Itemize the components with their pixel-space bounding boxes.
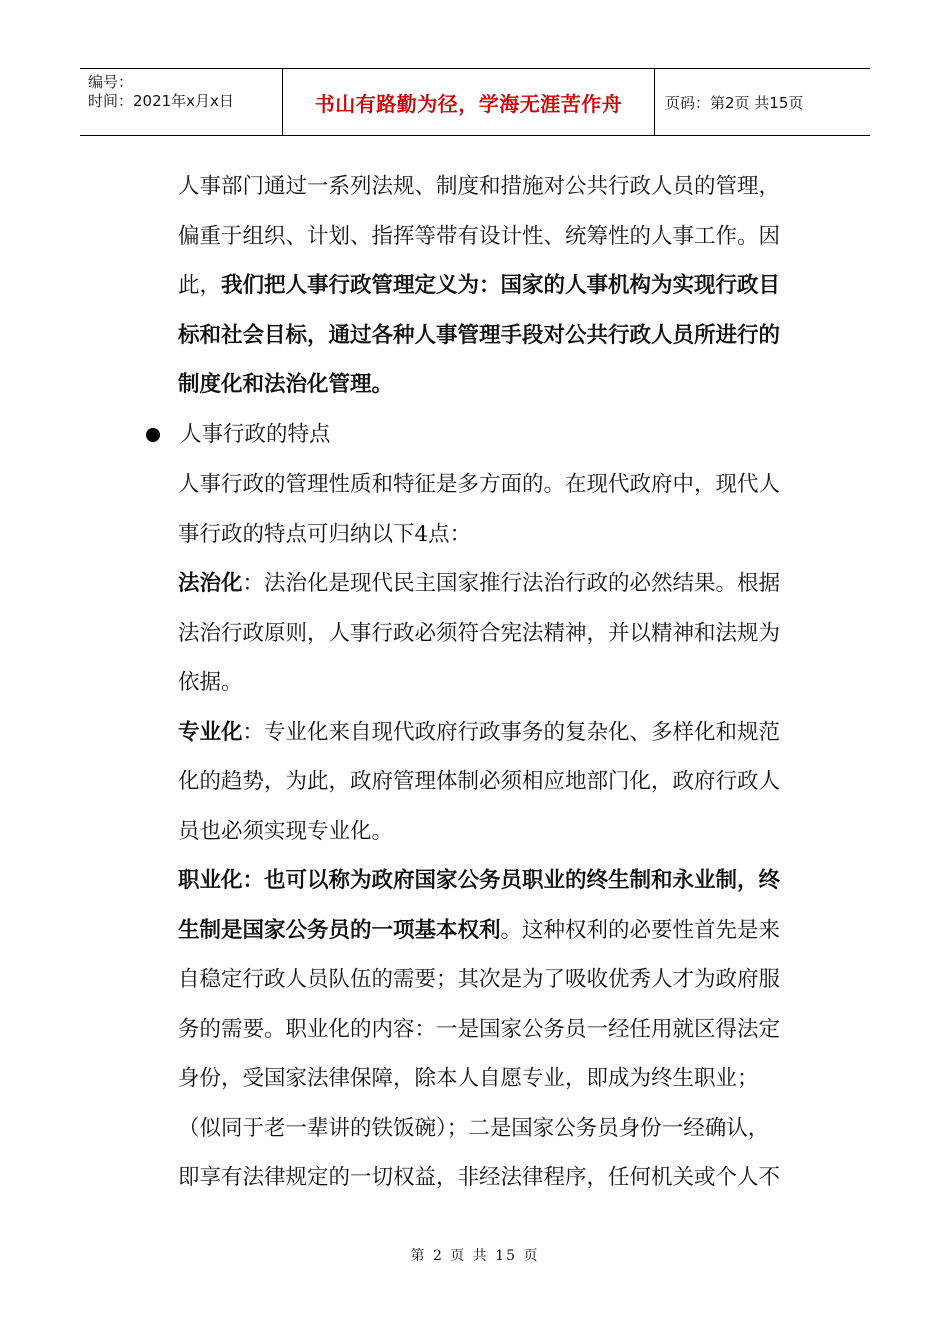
feature-term: 法治化 xyxy=(178,571,243,596)
paragraph-line: 务的需要。职业化的内容：一是国家公务员一经任用就区得法定 xyxy=(178,1016,781,1042)
definition-paragraph xyxy=(178,162,808,410)
bullet-icon xyxy=(146,428,160,442)
feature-text: ：法治化是现代民主国家推行法治行政的必然结果。根据 xyxy=(242,571,781,596)
header-motto-cell xyxy=(283,69,655,135)
section-heading: 人事行政的特点 xyxy=(180,422,331,447)
page-footer: 第 2 页 共 15 页 xyxy=(410,1248,540,1264)
paragraph-text: 此， xyxy=(178,273,222,298)
feature-career-emphasis: 职业化：也可以称为政府国家公务员职业的终生制和永业制，终 xyxy=(178,868,781,893)
header-meta-cell xyxy=(80,69,283,135)
paragraph-line: 化的趋势，为此，政府管理体制必须相应地部门化，政府行政人 xyxy=(178,769,781,794)
paragraph-line: （似同于老一辈讲的铁饭碗）；二是国家公务员身份一经确认， xyxy=(178,1115,770,1141)
page-header xyxy=(80,68,870,136)
definition-emphasis: 标和社会目标，通过各种人事管理手段对公共行政人员所进行的 xyxy=(178,322,781,348)
header-page-info: 页码：第2页 共15页 xyxy=(665,93,804,112)
feature-term: 专业化 xyxy=(178,719,243,745)
paragraph-line: 法治行政原则，人事行政必须符合宪法精神，并以精神和法规为 xyxy=(178,620,781,646)
paragraph-line: 人事部门通过一系列法规、制度和措施对公共行政人员的管理， xyxy=(178,174,781,199)
document-date-label: 时间：2021年x月x日 xyxy=(88,92,234,110)
paragraph-line xyxy=(178,261,808,311)
feature-career-emphasis: 生制是国家公务员的一项基本权利 xyxy=(178,917,501,943)
document-number-label: 编号： xyxy=(88,73,134,91)
paragraph-line: 事行政的特点可归纳以下4点： xyxy=(178,521,472,547)
paragraph-line: 人事行政的管理性质和特征是多方面的。在现代政府中，现代人 xyxy=(178,472,781,497)
feature-law-line xyxy=(178,559,808,609)
paragraph-line: 偏重于组织、计划、指挥等带有设计性、统筹性的人事工作。因 xyxy=(178,223,781,249)
paragraph-line: 依据。 xyxy=(178,670,243,695)
features-body xyxy=(178,460,808,1203)
feature-text: 。这种权利的必要性首先是来 xyxy=(500,917,781,943)
header-motto: 书山有路勤为径，学海无涯苦作舟 xyxy=(314,91,623,116)
feature-pro-line xyxy=(178,708,808,758)
feature-career-line xyxy=(178,906,808,956)
paragraph-line: 身份，受国家法律保障，除本人自愿专业，即成为终生职业； xyxy=(178,1066,759,1091)
definition-emphasis: 我们把人事行政管理定义为：国家的人事机构为实现行政目 xyxy=(221,273,781,298)
paragraph-line: 即享有法律规定的一切权益，非经法律程序，任何机关或个人不 xyxy=(178,1165,781,1190)
paragraph-line: 员也必须实现专业化。 xyxy=(178,818,394,844)
definition-emphasis: 制度化和法治化管理。 xyxy=(178,372,394,397)
feature-text: ：专业化来自现代政府行政事务的复杂化、多样化和规范 xyxy=(242,719,781,745)
header-page-cell xyxy=(655,69,870,135)
paragraph-line: 自稳定行政人员队伍的需要；其次是为了吸收优秀人才为政府服 xyxy=(178,967,781,992)
section-heading-row xyxy=(146,410,331,460)
